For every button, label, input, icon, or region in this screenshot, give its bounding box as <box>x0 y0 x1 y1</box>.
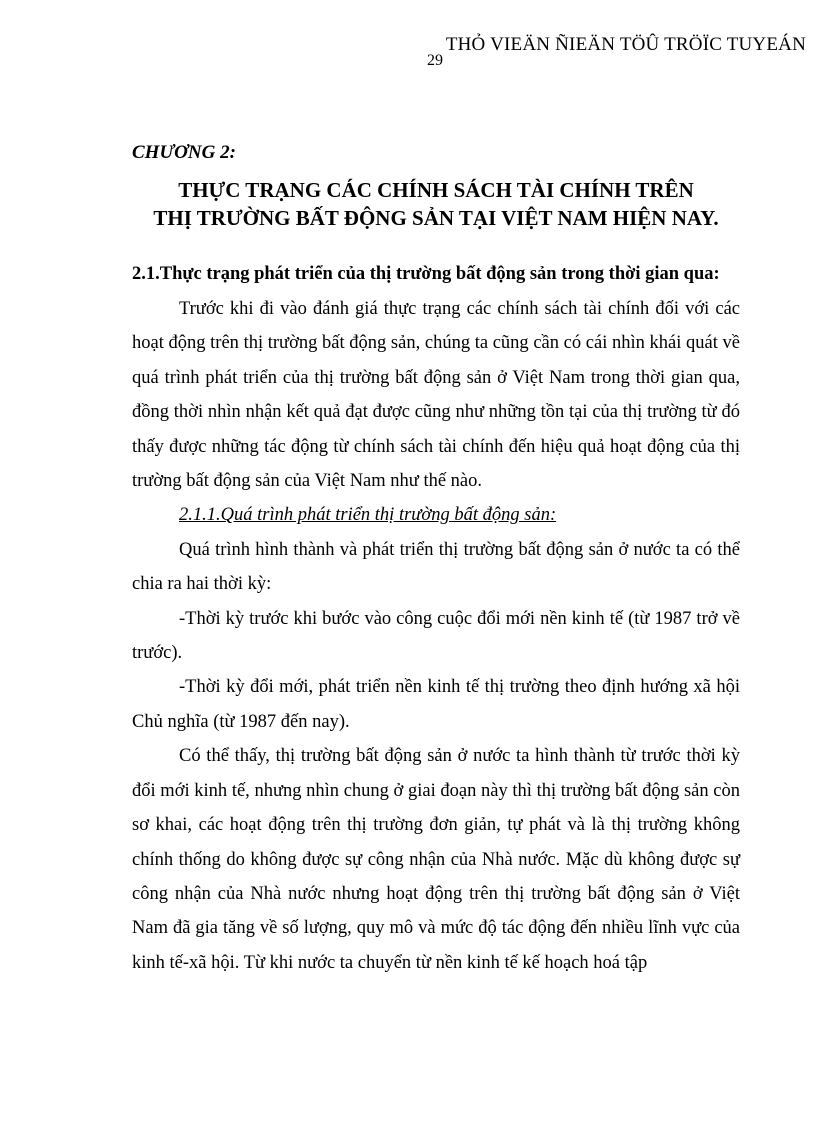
analysis-paragraph: Có thể thấy, thị trường bất động sản ở nước ta hình thành từ trước thời kỳ đổi mới kinh tế, nhưng nhìn chung ở giai đoạn này thì thị trường bất động sản còn sơ khai, các hoạt động trên thị trường đơn giản, tự phát và là thị trường không chính thống do không được sự công nhận của Nhà nước. Mặc dù không được sự công nhận của Nhà nước nhưng hoạt động trên thị trường bất động sản ở Việt Nam đã gia tăng về số lượng, quy mô và mức độ tác động đến nhiều lĩnh vực của kinh tế-xã hội. Từ khi nước ta chuyển từ nền kinh tế kế hoạch hoá tập <box>132 746 740 973</box>
intro-paragraph: Trước khi đi vào đánh giá thực trạng các chính sách tài chính đối với các hoạt động trên thị trường bất động sản, chúng ta cũng cần có cái nhìn khái quát về quá trình phát triển của thị trường bất động sản ở Việt Nam trong thời gian qua, đồng thời nhìn nhận kết quả đạt được cũng như những tồn tại của thị trường từ đó thấy được những tác động từ chính sách tài chính đến hiệu quả hoạt động của thị trường bất động sản của Việt Nam như thế nào. <box>132 299 740 492</box>
period-2-paragraph: -Thời kỳ đổi mới, phát triển nền kinh tế thị trường theo định hướng xã hội Chủ nghĩa (từ 1987 đến nay). <box>132 677 740 732</box>
section-heading: 2.1.Thực trạng phát triển của thị trường bất động sản trong thời gian qua: <box>132 264 720 284</box>
periods-intro-paragraph: Quá trình hình thành và phát triển thị trường bất động sản ở nước ta có thể chia ra hai thời kỳ: <box>132 539 740 595</box>
subsection-heading: 2.1.1.Quá trình phát triển thị trường bất động sản: <box>179 505 557 526</box>
body-text <box>132 292 740 980</box>
period-1-paragraph: -Thời kỳ trước khi bước vào công cuộc đổi mới nền kinh tế (từ 1987 trở về trước). <box>132 608 740 664</box>
page-number: 29 <box>427 52 443 69</box>
chapter-label: CHƯƠNG 2: <box>132 142 236 163</box>
library-watermark: THỎ VIEÄN ÑIEÄN TÖÛ TRÖÏC TUYEÁN <box>445 34 806 55</box>
chapter-title <box>132 176 740 232</box>
chapter-title-line-2: THỊ TRƯỜNG BẤT ĐỘNG SẢN TẠI VIỆT NAM HIỆN NAY. <box>153 206 719 230</box>
chapter-title-line-1: THỰC TRẠNG CÁC CHÍNH SÁCH TÀI CHÍNH TRÊN <box>178 178 694 202</box>
